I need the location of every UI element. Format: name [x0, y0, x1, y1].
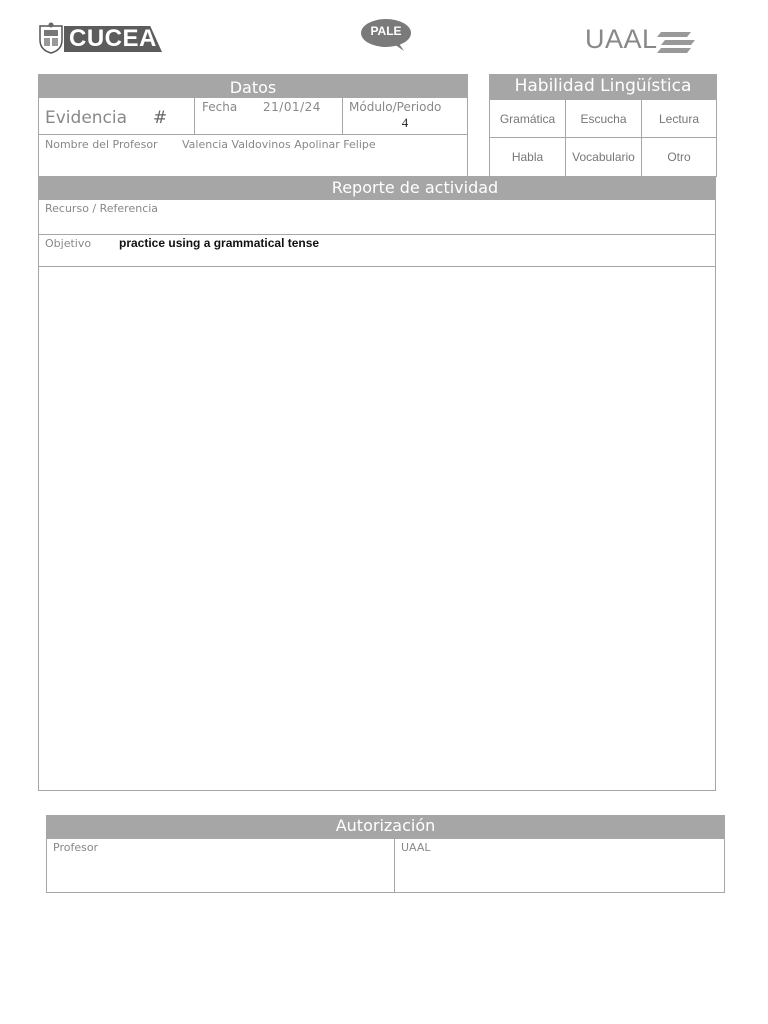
recurso-label: Recurso / Referencia [45, 202, 159, 215]
pale-logo [360, 18, 412, 52]
activity-report-area[interactable] [38, 266, 716, 791]
autorizacion-profesor-label: Profesor [53, 841, 99, 854]
evidencia-number: # [153, 108, 168, 128]
autorizacion-uaal-cell[interactable] [394, 838, 725, 893]
skill-gramatica[interactable] [489, 99, 566, 138]
evidencia-cell [38, 97, 195, 135]
uaal-logo [585, 24, 705, 58]
objetivo-cell [38, 234, 716, 267]
datos-header [38, 74, 468, 98]
recurso-cell [38, 199, 716, 235]
reporte-header-label: Reporte de actividad [331, 178, 499, 197]
cucea-logo [36, 22, 162, 54]
skill-otro[interactable] [641, 137, 717, 177]
skill-escucha[interactable] [565, 99, 642, 138]
profesor-cell [38, 134, 468, 178]
autorizacion-uaal-label: UAAL [401, 841, 431, 854]
skill-escucha-label: Escucha [580, 111, 627, 126]
objetivo-value: practice using a grammatical tense [119, 236, 320, 250]
evidencia-label: Evidencia [45, 108, 128, 128]
fecha-label: Fecha [202, 100, 238, 114]
skill-habla[interactable] [489, 137, 566, 177]
autorizacion-header [46, 815, 725, 839]
reporte-header [38, 176, 716, 200]
autorizacion-header-label: Autorización [335, 816, 436, 835]
skill-vocabulario[interactable] [565, 137, 642, 177]
fecha-value: 21/01/24 [263, 100, 321, 114]
shield-icon [36, 22, 66, 54]
skill-habla-label: Habla [511, 150, 544, 164]
pale-logo-text: PALE [370, 24, 402, 38]
skill-gramatica-label: Gramática [499, 111, 556, 126]
skill-vocabulario-label: Vocabulario [572, 150, 635, 164]
fecha-cell [194, 97, 343, 135]
skill-lectura-label: Lectura [658, 111, 700, 126]
habilidad-header-label: Habilidad Lingüística [514, 76, 692, 96]
profesor-label: Nombre del Profesor [45, 138, 158, 151]
habilidad-header [489, 74, 717, 100]
skill-lectura[interactable] [641, 99, 717, 138]
objetivo-label: Objetivo [45, 237, 92, 250]
modulo-label: Módulo/Periodo [349, 100, 442, 114]
autorizacion-profesor-cell[interactable] [46, 838, 395, 893]
modulo-cell [342, 97, 468, 135]
datos-header-label: Datos [229, 78, 277, 97]
cucea-logo-text: CUCEA [69, 25, 157, 52]
uaal-logo-text: UAAL [585, 24, 658, 54]
modulo-value: 4 [401, 115, 409, 130]
profesor-value: Valencia Valdovinos Apolinar Felipe [182, 138, 376, 151]
stripes-icon [657, 30, 697, 54]
skill-otro-label: Otro [667, 150, 691, 164]
